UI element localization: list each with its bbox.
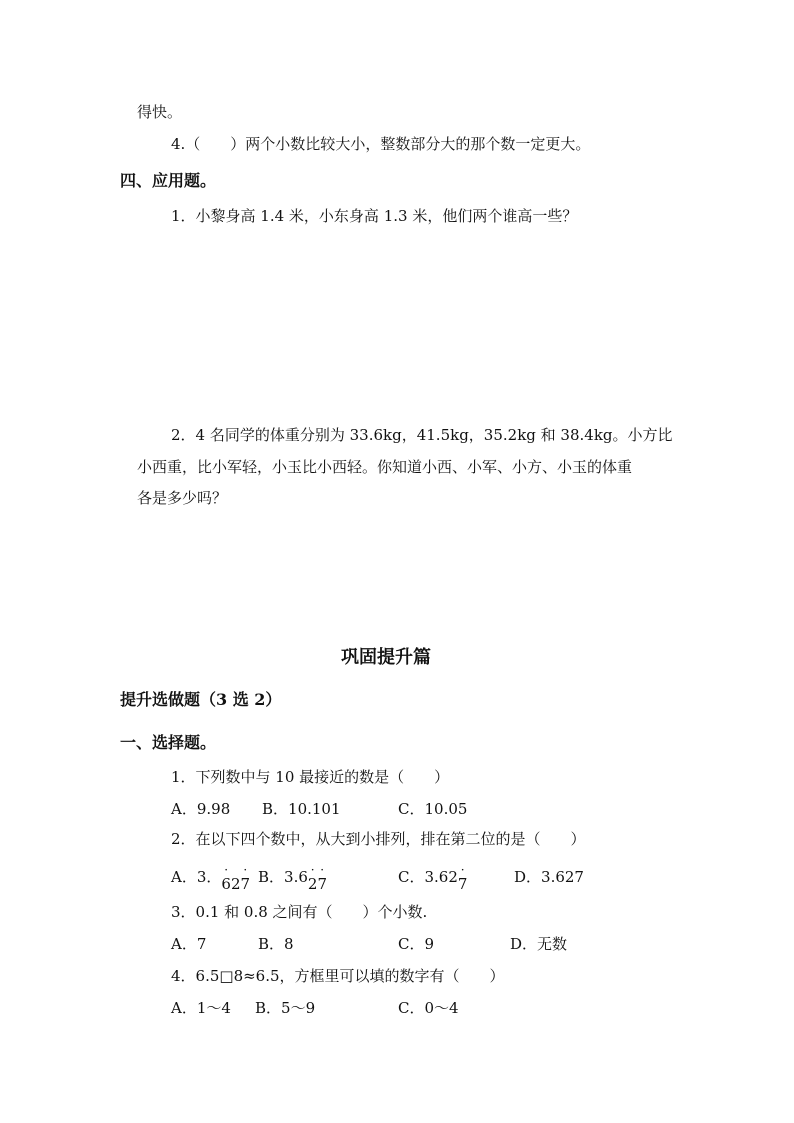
repeat-dot: ·: [310, 863, 315, 877]
digit: 7: [457, 875, 468, 893]
digit: 7: [240, 875, 251, 893]
repeating-digit: [307, 863, 318, 895]
choice-q4-option-c: C．0～4: [398, 999, 459, 1017]
repeat-dot: ·: [320, 863, 325, 877]
choice-q3-option-b: B．8: [258, 935, 294, 953]
repeating-digit: [240, 863, 251, 895]
application-question-2-line-3: 各是多少吗？: [137, 489, 228, 507]
choice-q2-option-c: [398, 863, 468, 893]
repeating-digit: [457, 863, 468, 895]
sub-heading: 提升选做题（3 选 2）: [120, 690, 282, 709]
text-continuation: 得快。: [137, 103, 183, 121]
section-heading-applications: 四、应用题。: [120, 171, 217, 190]
digit: 7: [317, 875, 327, 893]
digit: 6: [221, 875, 231, 893]
repeat-dot: ·: [224, 863, 229, 877]
choice-question-3: 3．0.1 和 0.8 之间有（ ）个小数.: [171, 903, 428, 921]
section-title: 巩固提升篇: [341, 647, 431, 668]
repeating-digit: [221, 863, 231, 895]
repeat-dot: ·: [460, 863, 465, 877]
choice-q2-option-d: D．3.627: [514, 868, 584, 886]
choice-q2-option-b: [258, 863, 327, 893]
choice-q1-option-b: B．10.101: [262, 800, 341, 818]
choice-q2-option-a: [171, 863, 251, 893]
choice-q4-option-b: B．5～9: [255, 999, 316, 1017]
choice-question-2: 2．在以下四个数中，从大到小排列，排在第二位的是（ ）: [171, 830, 586, 848]
section-heading-choice: 一、选择题。: [120, 733, 217, 752]
application-question-1: 1．小黎身高 1.4 米，小东身高 1.3 米，他们两个谁高一些？: [171, 207, 578, 225]
digit: 2: [230, 875, 241, 893]
digit: 2: [307, 875, 318, 893]
choice-q3-option-d: D．无数: [510, 935, 568, 953]
choice-question-1: 1．下列数中与 10 最接近的数是（ ）: [171, 768, 450, 786]
question-4: 4.（ ）两个小数比较大小，整数部分大的那个数一定更大。: [171, 135, 591, 153]
application-question-2-line-2: 小西重，比小军轻，小玉比小西轻。你知道小西、小军、小方、小玉的体重: [137, 458, 633, 476]
choice-q1-option-c: C．10.05: [398, 800, 468, 818]
choice-q4-option-a: A．1～4: [171, 999, 231, 1017]
repeat-dot: ·: [243, 863, 248, 877]
choice-question-4: 4．6.5□8≈6.5，方框里可以填的数字有（ ）: [171, 967, 505, 985]
choice-q1-option-a: A．9.98: [171, 800, 231, 818]
repeating-digit: [317, 863, 327, 895]
choice-q3-option-c: C．9: [398, 935, 435, 953]
option-b-prefix: B．3.6: [258, 868, 308, 886]
choice-q3-option-a: A．7: [171, 935, 207, 953]
option-a-prefix: A．3．: [171, 868, 222, 886]
application-question-2-line-1: 2．4 名同学的体重分别为 33.6kg，41.5kg，35.2kg 和 38.4kg。小方比: [171, 426, 673, 444]
option-c-prefix: C．3.62: [398, 868, 458, 886]
